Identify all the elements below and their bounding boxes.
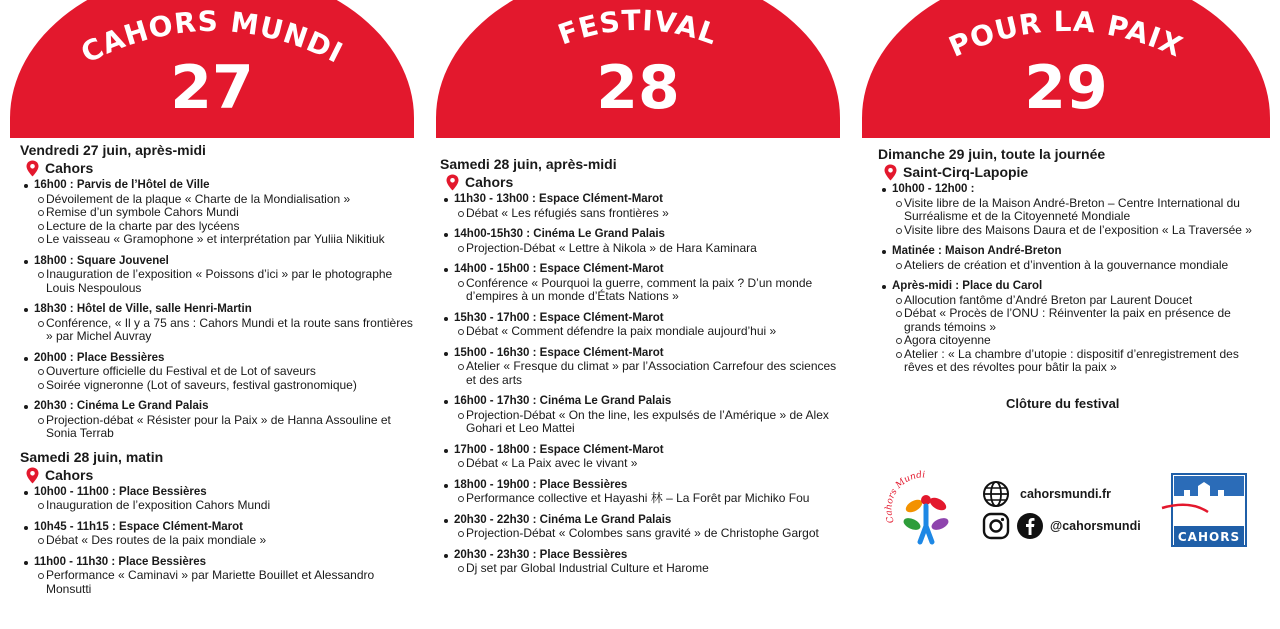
banner-title: FESTIVAL — [553, 3, 723, 52]
event-item — [444, 549, 840, 576]
location-pin-icon — [26, 160, 39, 177]
social-handle[interactable]: @cahorsmundi — [1050, 519, 1141, 533]
svg-text:CAHORS: CAHORS — [1177, 530, 1241, 544]
event-detail: Atelier : « La chambre d’utopie : dispositif d’enregistrement des rêves et des révoltes pour bâtir la paix » — [896, 348, 1268, 375]
website-row — [982, 480, 1111, 508]
city-name: Cahors — [465, 174, 514, 190]
event-time: 10h00 - 11h00 : Place Bessières — [24, 486, 415, 500]
event-time: 15h00 - 16h30 : Espace Clément-Marot — [444, 347, 840, 361]
event-detail: Inauguration de l’exposition Cahors Mundi — [38, 499, 415, 513]
event-time: 11h30 - 13h00 : Espace Clément-Marot — [444, 193, 840, 207]
event-item — [24, 486, 415, 513]
event-item — [24, 255, 415, 296]
event-detail: Remise d’un symbole Cahors Mundi — [38, 206, 415, 220]
event-detail: Atelier « Fresque du climat » par l’Association Carrefour des sciences et des arts — [458, 360, 840, 387]
event-item — [882, 245, 1268, 272]
event-time: 18h00 - 19h00 : Place Bessières — [444, 479, 840, 493]
event-detail: Débat « Procès de l’ONU : Réinventer la paix en présence de grands témoins » — [896, 307, 1268, 334]
program-column-3 — [878, 146, 1268, 383]
event-item — [24, 179, 415, 247]
event-item — [444, 228, 840, 255]
instagram-icon[interactable] — [982, 512, 1010, 540]
event-detail: Conférence « Pourquoi la guerre, comment la paix ? D’un monde d’empires à un monde d’États Nations » — [458, 277, 840, 304]
event-detail: Dj set par Global Industrial Culture et Harome — [458, 562, 840, 576]
day-heading: Dimanche 29 juin, toute la journée — [878, 146, 1106, 162]
banner-number: 27 — [170, 53, 254, 123]
banner-day-29 — [862, 0, 1270, 138]
event-time: 11h00 - 11h30 : Place Bessières — [24, 556, 415, 570]
event-detail: Visite libre des Maisons Daura et de l’exposition « La Traversée » — [896, 224, 1268, 238]
city-label — [446, 174, 840, 191]
event-time: 14h00-15h30 : Cinéma Le Grand Palais — [444, 228, 840, 242]
event-detail: Performance « Caminavi » par Mariette Bouillet et Alessandro Monsutti — [38, 569, 415, 596]
event-item — [444, 514, 840, 541]
event-item — [24, 352, 415, 393]
event-item — [444, 193, 840, 220]
event-time: Matinée : Maison André-Breton — [882, 245, 1268, 259]
event-detail: Projection-Débat « Lettre à Nikola » de Hara Kaminara — [458, 242, 840, 256]
event-detail: Ateliers de création et d’invention à la gouvernance mondiale — [896, 259, 1268, 273]
event-item — [24, 303, 415, 344]
banner-title: POUR LA PAIX — [944, 4, 1188, 64]
day-heading: Samedi 28 juin, après-midi — [440, 156, 617, 172]
event-item — [444, 395, 840, 436]
event-time: 10h00 - 12h00 : — [882, 183, 1268, 197]
event-detail: Agora citoyenne — [896, 334, 1268, 348]
event-item — [24, 556, 415, 597]
social-row — [982, 512, 1141, 540]
event-detail: Inauguration de l’exposition « Poissons d’ici » par le photographe Louis Nespoulous — [38, 268, 415, 295]
event-detail: Allocution fantôme d’André Breton par Laurent Doucet — [896, 294, 1268, 308]
event-list — [440, 193, 840, 576]
event-list — [20, 179, 415, 441]
event-time: Après-midi : Place du Carol — [882, 280, 1268, 294]
event-time: 15h30 - 17h00 : Espace Clément-Marot — [444, 312, 840, 326]
event-detail: Conférence, « Il y a 75 ans : Cahors Mundi et la route sans frontières » par Michel Auvray — [38, 317, 415, 344]
event-item — [444, 444, 840, 471]
event-time: 18h00 : Square Jouvenel — [24, 255, 415, 269]
event-item — [444, 312, 840, 339]
location-pin-icon — [884, 164, 897, 181]
event-detail: Dévoilement de la plaque « Charte de la Mondialisation » — [38, 193, 415, 207]
event-time: 20h30 - 22h30 : Cinéma Le Grand Palais — [444, 514, 840, 528]
event-detail: Débat « Comment défendre la paix mondiale aujourd’hui » — [458, 325, 840, 339]
event-detail: Projection-Débat « Colombes sans gravité » de Christophe Gargot — [458, 527, 840, 541]
program-column-1 — [20, 142, 415, 604]
event-item — [444, 347, 840, 388]
location-pin-icon — [446, 174, 459, 191]
globe-icon — [982, 480, 1010, 508]
event-detail: Débat « Les réfugiés sans frontières » — [458, 207, 840, 221]
facebook-icon[interactable] — [1016, 512, 1044, 540]
event-detail: Ouverture officielle du Festival et de Lot of saveurs — [38, 365, 415, 379]
event-detail: Projection-Débat « On the line, les expulsés de l’Amérique » de Alex Gohari et Leo Mattei — [458, 409, 840, 436]
event-detail: Débat « La Paix avec le vivant » — [458, 457, 840, 471]
event-detail: Performance collective et Hayashi 林 – La Forêt par Michiko Fou — [458, 492, 840, 506]
city-name: Cahors — [45, 466, 94, 483]
event-time: 18h30 : Hôtel de Ville, salle Henri-Martin — [24, 303, 415, 317]
website-link[interactable]: cahorsmundi.fr — [1020, 487, 1111, 501]
event-item — [882, 280, 1268, 375]
city-label — [884, 164, 1268, 181]
event-time: 20h30 - 23h30 : Place Bessières — [444, 549, 840, 563]
event-detail: Lecture de la charte par des lycéens — [38, 220, 415, 234]
event-time: 16h00 : Parvis de l’Hôtel de Ville — [24, 179, 415, 193]
program-column-2 — [440, 156, 840, 584]
cahors-mundi-logo — [880, 470, 970, 560]
event-time: 16h00 - 17h30 : Cinéma Le Grand Palais — [444, 395, 840, 409]
event-time: 20h30 : Cinéma Le Grand Palais — [24, 400, 415, 414]
banner-day-28 — [436, 0, 840, 138]
banner-title: CAHORS MUNDI — [75, 4, 349, 70]
cahors-city-logo — [1160, 470, 1250, 552]
event-time: 17h00 - 18h00 : Espace Clément-Marot — [444, 444, 840, 458]
event-time: 20h00 : Place Bessières — [24, 352, 415, 366]
banner-number: 29 — [1024, 53, 1108, 123]
event-item — [24, 400, 415, 441]
event-list — [20, 486, 415, 597]
city-name: Saint-Cirq-Lapopie — [903, 164, 1029, 180]
banner-day-27 — [10, 0, 414, 138]
event-detail: Soirée vigneronne (Lot of saveurs, festival gastronomique) — [38, 379, 415, 393]
day-heading: Vendredi 27 juin, après-midi — [20, 142, 206, 158]
event-detail: Le vaisseau « Gramophone » et interprétation par Yuliia Nikitiuk — [38, 233, 415, 247]
event-item — [444, 479, 840, 506]
svg-text:Cahors Mundi: Cahors Mundi — [884, 470, 926, 525]
day-heading: Samedi 28 juin, matin — [20, 448, 164, 465]
city-label — [26, 467, 415, 484]
city-label — [26, 160, 415, 177]
event-list — [878, 183, 1268, 375]
event-detail: Visite libre de la Maison André-Breton – Centre International du Surréalisme et de la Citoyenneté Mondiale — [896, 197, 1268, 224]
event-detail: Débat « Des routes de la paix mondiale » — [38, 534, 415, 548]
city-name: Cahors — [45, 160, 94, 176]
event-item — [24, 521, 415, 548]
closing-label: Clôture du festival — [1006, 396, 1120, 411]
event-detail: Projection-débat « Résister pour la Paix » de Hanna Assouline et Sonia Terrab — [38, 414, 415, 441]
event-time: 10h45 - 11h15 : Espace Clément-Marot — [24, 521, 415, 535]
location-pin-icon — [26, 467, 39, 484]
event-time: 14h00 - 15h00 : Espace Clément-Marot — [444, 263, 840, 277]
event-item — [882, 183, 1268, 237]
event-item — [444, 263, 840, 304]
banner-number: 28 — [596, 53, 680, 123]
